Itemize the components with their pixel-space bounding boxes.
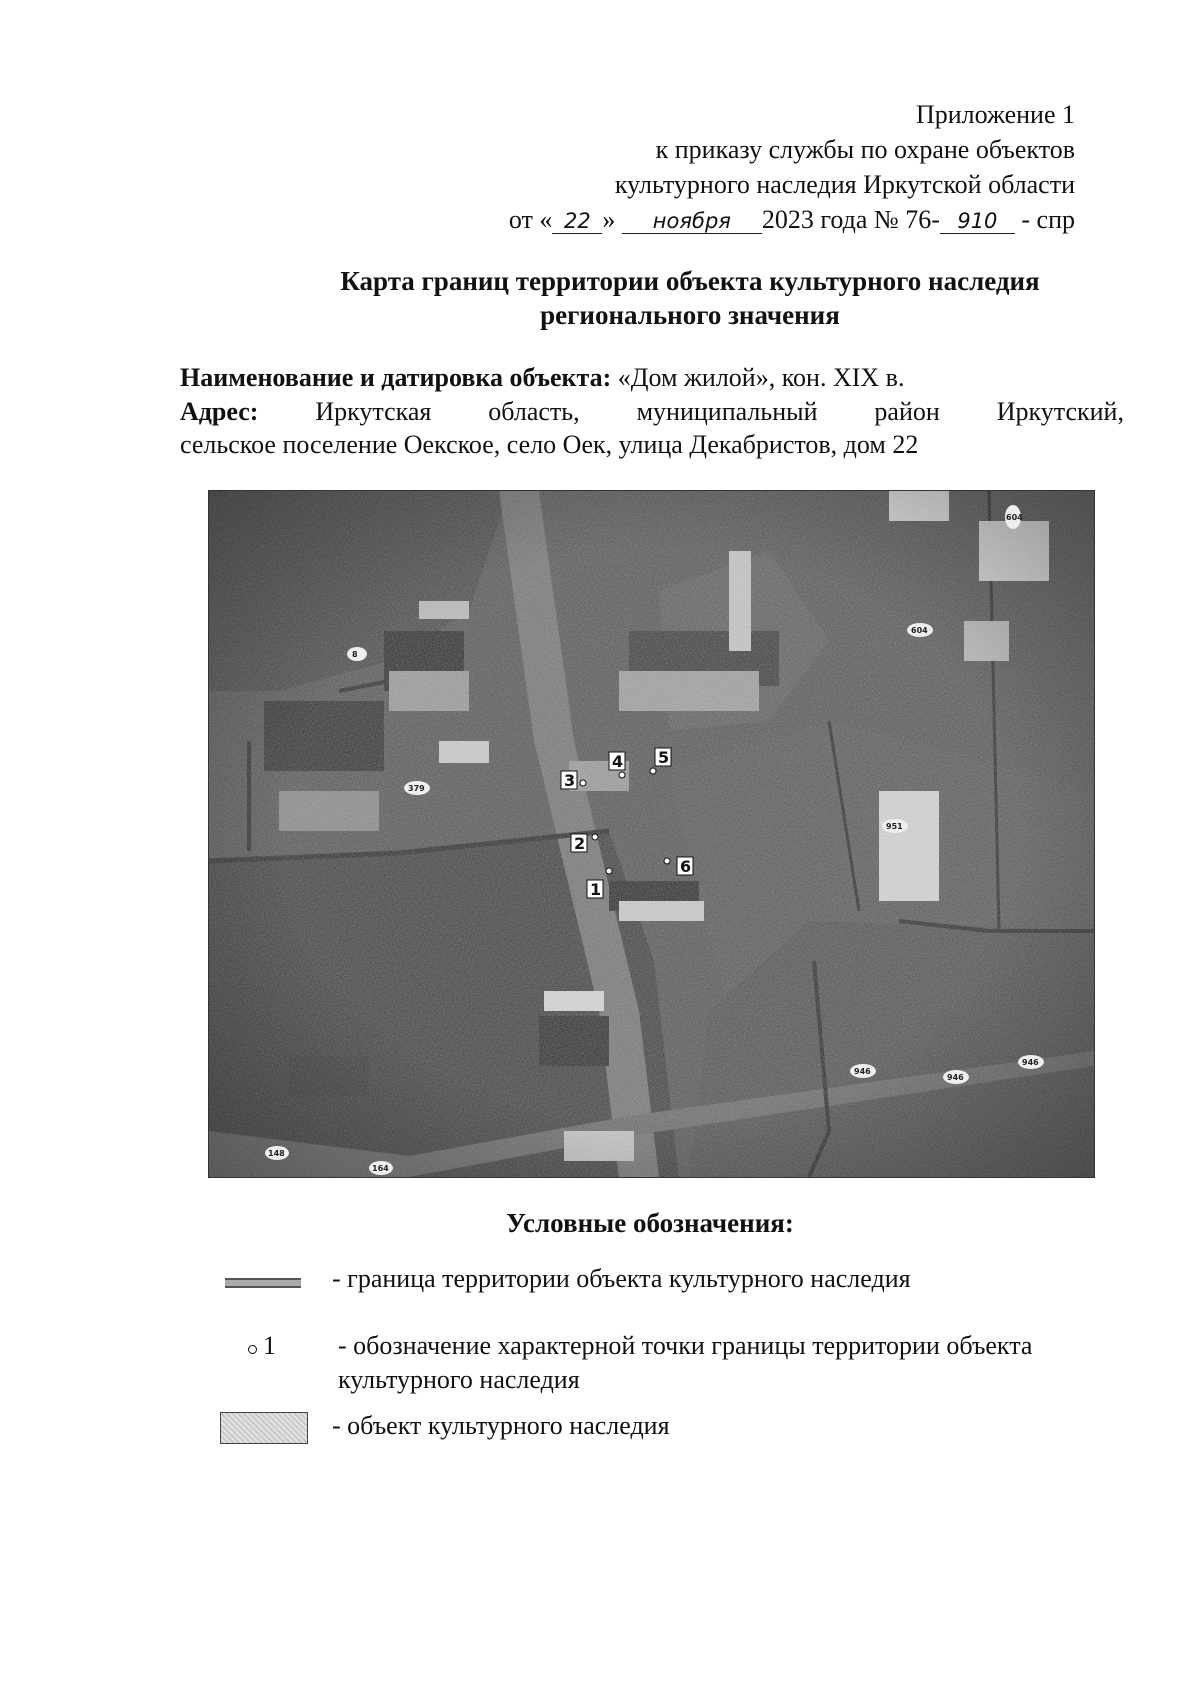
- year-number-text: 2023 года № 76-: [761, 205, 940, 234]
- svg-text:2: 2: [574, 834, 586, 853]
- svg-text:5: 5: [658, 748, 670, 767]
- address-word: район: [874, 397, 940, 426]
- parcel-label: [1018, 1055, 1044, 1069]
- order-date-line: [509, 203, 1075, 237]
- svg-text:946: 946: [854, 1067, 871, 1076]
- legend-point-number: 1: [263, 1331, 276, 1360]
- appendix-label: Приложение 1: [915, 100, 1075, 129]
- address-word: муниципальный: [636, 397, 818, 426]
- svg-text:379: 379: [408, 784, 425, 793]
- page-title-line2: регионального значения: [540, 300, 840, 330]
- parcel-label: [369, 1161, 393, 1175]
- svg-text:946: 946: [1022, 1058, 1039, 1067]
- legend-point-text-line2: культурного наследия: [338, 1365, 580, 1394]
- map-canvas: [209, 491, 1094, 1177]
- svg-text:1: 1: [590, 880, 602, 899]
- date-prefix: от «: [508, 205, 553, 234]
- legend-point-symbol: [248, 1345, 257, 1354]
- order-suffix: - спр: [1021, 205, 1075, 234]
- address-word: Иркутская: [315, 397, 432, 426]
- object-name-label: Наименование и датировка объекта:: [180, 363, 612, 392]
- address-line2: сельское поселение Оекское, село Оек, улица Декабристов, дом 22: [180, 430, 919, 459]
- svg-text:164: 164: [372, 1164, 389, 1173]
- legend-boundary-line-symbol: [225, 1278, 301, 1288]
- legend-heritage-object-symbol: [220, 1412, 308, 1444]
- parcel-label: [265, 1146, 289, 1160]
- parcel-label: [404, 781, 430, 795]
- date-day: 22: [552, 209, 602, 234]
- order-authority: культурного наследия Иркутской области: [614, 170, 1075, 199]
- page-title-line1: Карта границ территории объекта культурного наследия: [340, 266, 1040, 296]
- address-line1: [180, 396, 1124, 428]
- svg-text:8: 8: [352, 650, 358, 659]
- parcel-label: [882, 819, 908, 833]
- legend-point-text-line1: - обозначение характерной точки границы территории объекта: [338, 1331, 1033, 1360]
- svg-text:6: 6: [680, 857, 692, 876]
- svg-text:946: 946: [947, 1073, 964, 1082]
- aerial-map: [208, 490, 1095, 1178]
- parcel-label: [907, 623, 933, 637]
- date-month: ноября: [622, 209, 762, 234]
- svg-text:604: 604: [1006, 513, 1023, 522]
- address-label: Адрес:: [180, 397, 259, 426]
- parcel-label: [943, 1070, 969, 1084]
- legend-heritage-object-text: - объект культурного наследия: [332, 1411, 670, 1440]
- object-name-value: «Дом жилой», кон. XIX в.: [617, 363, 905, 392]
- address-word: Иркутский,: [996, 397, 1124, 426]
- legend-title: Условные обозначения:: [506, 1208, 794, 1238]
- legend-boundary-text: - граница территории объекта культурного наследия: [332, 1264, 911, 1293]
- parcel-label: [850, 1064, 876, 1078]
- object-name-line: [180, 362, 904, 394]
- address-word: область,: [488, 397, 580, 426]
- svg-text:4: 4: [612, 752, 624, 771]
- parcel-label: [347, 647, 367, 661]
- order-reference: к приказу службы по охране объектов: [655, 135, 1075, 164]
- svg-text:604: 604: [911, 626, 928, 635]
- order-number: 910: [940, 209, 1015, 234]
- date-quote: »: [602, 205, 616, 234]
- svg-text:951: 951: [886, 822, 903, 831]
- svg-text:148: 148: [268, 1149, 285, 1158]
- svg-text:3: 3: [564, 771, 576, 790]
